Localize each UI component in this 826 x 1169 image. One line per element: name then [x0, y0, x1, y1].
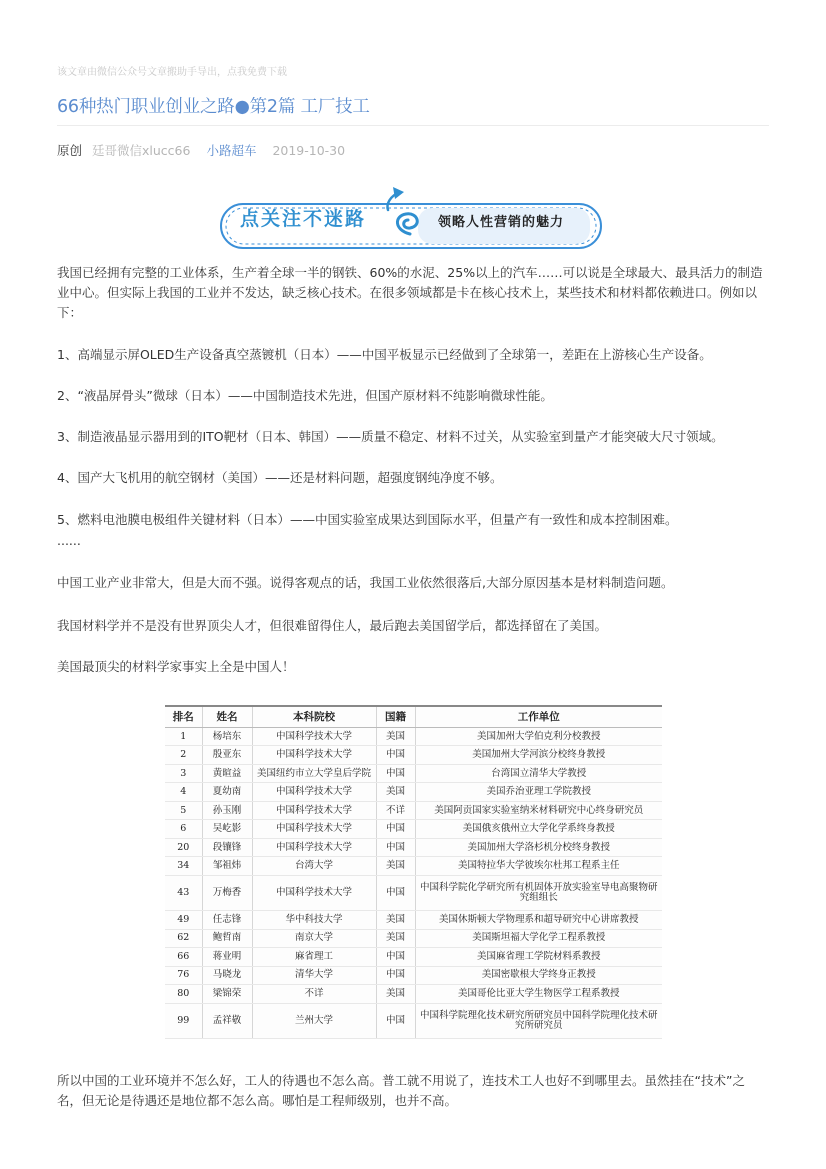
table-row	[165, 966, 662, 984]
header-workplace: 工作单位	[415, 706, 662, 728]
cell-rank: 49	[165, 911, 202, 929]
cell-name: 万梅香	[202, 875, 252, 910]
cell-workplace: 美国斯坦福大学化学工程系教授	[415, 929, 662, 947]
cell-name: 任志锋	[202, 911, 252, 929]
paragraph-talent: 我国材料学并不是没有世界顶尖人才，但很难留得住人，最后跑去美国留学后，都选择留在了美国。	[57, 618, 608, 633]
cell-college: 中国科学技术大学	[252, 820, 376, 838]
cell-nationality: 美国	[376, 783, 415, 801]
paragraph-us-scientists: 美国最顶尖的材料学家事实上全是中国人！	[57, 659, 295, 674]
list-item-5: 5、燃料电池膜电极组件关键材料（日本）——中国实验室成果达到国际水平，但量产有一致性和成本控制困难。	[57, 512, 678, 527]
cell-workplace: 美国特拉华大学彼埃尔杜邦工程系主任	[415, 857, 662, 875]
cell-name: 孟祥敬	[202, 1003, 252, 1038]
title-divider	[57, 125, 769, 126]
cell-workplace: 美国哥伦比亚大学生物医学工程系教授	[415, 985, 662, 1003]
cell-workplace: 美国加州大学洛杉机分校终身教授	[415, 838, 662, 856]
cell-rank: 66	[165, 948, 202, 966]
cell-name: 夏幼南	[202, 783, 252, 801]
cell-college: 不详	[252, 985, 376, 1003]
cell-nationality: 中国	[376, 746, 415, 764]
table-row	[165, 783, 662, 801]
cell-nationality: 美国	[376, 728, 415, 746]
cell-nationality: 中国	[376, 820, 415, 838]
cell-name: 蒋业明	[202, 948, 252, 966]
header-nationality: 国籍	[376, 706, 415, 728]
table-row	[165, 911, 662, 929]
cell-rank: 43	[165, 875, 202, 910]
banner-follow-text: 点关注不迷路	[240, 208, 367, 230]
cell-college: 中国科学技术大学	[252, 838, 376, 856]
export-notice[interactable]: 该文章由微信公众号文章搬助手导出，点我免费下载	[57, 67, 287, 78]
cell-college: 麻省理工	[252, 948, 376, 966]
cell-nationality: 美国	[376, 985, 415, 1003]
cell-workplace: 美国加州大学伯克利分校教授	[415, 728, 662, 746]
table-row	[165, 948, 662, 966]
intro-paragraph: 我国已经拥有完整的工业体系，生产着全球一半的钢铁、60%的水泥、25%以上的汽车……可以说是全球最大、最具活力的制造业中心。但实际上我国的工业并不发达，缺乏核心技术。在很多领域都是卡在核心技术上，某些技术和材料都依赖进口。例如以下：	[57, 265, 763, 320]
cell-college: 中国科学技术大学	[252, 783, 376, 801]
scientist-ranking-table	[165, 705, 662, 1039]
list-item-2: 2、“液晶屏骨头”微球（日本）——中国制造技术先进，但国产原材料不纯影响微球性能。	[57, 388, 553, 403]
cell-name: 马晓龙	[202, 966, 252, 984]
table-row	[165, 985, 662, 1003]
cell-nationality: 中国	[376, 966, 415, 984]
table-row	[165, 820, 662, 838]
cell-college: 中国科学技术大学	[252, 746, 376, 764]
paragraph-conclusion: 所以中国的工业环境并不怎么好，工人的待遇也不怎么高。普工就不用说了，连技术工人也好不到哪里去。虽然挂在“技术”之名，但无论是待遇还是地位都不怎么高。哪怕是工程师级别，也并不高。	[57, 1073, 745, 1108]
cell-workplace: 美国俄亥俄州立大学化学系终身教授	[415, 820, 662, 838]
cell-nationality: 不详	[376, 801, 415, 819]
table-row	[165, 838, 662, 856]
cell-rank: 20	[165, 838, 202, 856]
cell-workplace: 美国阿贡国家实验室纳米材料研究中心终身研究员	[415, 801, 662, 819]
cell-workplace: 美国休斯顿大学物理系和超导研究中心讲席教授	[415, 911, 662, 929]
table-row	[165, 746, 662, 764]
cell-name: 邹祖炜	[202, 857, 252, 875]
cell-college: 美国纽约市立大学皇后学院	[252, 764, 376, 782]
cell-name: 吴屹影	[202, 820, 252, 838]
cell-nationality: 中国	[376, 838, 415, 856]
cell-rank: 76	[165, 966, 202, 984]
cell-college: 台湾大学	[252, 857, 376, 875]
header-name: 姓名	[202, 706, 252, 728]
cell-college: 清华大学	[252, 966, 376, 984]
cell-nationality: 中国	[376, 875, 415, 910]
cell-nationality: 中国	[376, 948, 415, 966]
cell-workplace: 美国麻省理工学院材料系教授	[415, 948, 662, 966]
cell-college: 兰州大学	[252, 1003, 376, 1038]
account-link[interactable]: 小路超车	[206, 143, 257, 158]
table-header-row	[165, 706, 662, 728]
cell-rank: 62	[165, 929, 202, 947]
cell-name: 杨培东	[202, 728, 252, 746]
cell-rank: 2	[165, 746, 202, 764]
table-row	[165, 875, 662, 910]
table-row	[165, 929, 662, 947]
list-ellipsis: ......	[57, 533, 81, 548]
cell-rank: 80	[165, 985, 202, 1003]
follow-banner[interactable]	[218, 186, 604, 252]
publish-date: 2019-10-30	[272, 143, 346, 158]
cell-rank: 6	[165, 820, 202, 838]
cell-workplace: 中国科学院理化技术研究所研究员中国科学院理化技术研究所研究员	[415, 1003, 662, 1038]
cell-college: 华中科技大学	[252, 911, 376, 929]
cell-nationality: 美国	[376, 911, 415, 929]
cell-workplace: 美国密歇根大学终身正教授	[415, 966, 662, 984]
cell-rank: 1	[165, 728, 202, 746]
header-college: 本科院校	[252, 706, 376, 728]
banner-slogan-text: 领略人性营销的魅力	[438, 215, 565, 230]
cell-college: 南京大学	[252, 929, 376, 947]
cell-college: 中国科学技术大学	[252, 875, 376, 910]
cell-rank: 34	[165, 857, 202, 875]
cell-nationality: 美国	[376, 857, 415, 875]
article-meta	[57, 141, 345, 159]
paragraph-industry: 中国工业产业非常大，但是大而不强。说得客观点的话，我国工业依然很落后,大部分原因基本是材料制造问题。	[57, 575, 674, 590]
cell-nationality: 美国	[376, 929, 415, 947]
header-rank: 排名	[165, 706, 202, 728]
cell-name: 梁锦荣	[202, 985, 252, 1003]
cell-workplace: 中国科学院化学研究所有机固体开放实验室导电高聚物研究组组长	[415, 875, 662, 910]
cell-rank: 5	[165, 801, 202, 819]
cell-workplace: 台湾国立清华大学教授	[415, 764, 662, 782]
cell-rank: 4	[165, 783, 202, 801]
list-item-3: 3、制造液晶显示器用到的ITO靶材（日本、韩国）——质量不稳定、材料不过关，从实验室到量产才能突破大尺寸领域。	[57, 429, 724, 444]
cell-workplace: 美国乔治亚理工学院教授	[415, 783, 662, 801]
cell-name: 黄暄益	[202, 764, 252, 782]
table-row	[165, 857, 662, 875]
cell-college: 中国科学技术大学	[252, 801, 376, 819]
original-label: 原创	[57, 143, 83, 158]
author-name: 廷哥微信xlucc66	[92, 143, 191, 158]
list-item-4: 4、国产大飞机用的航空钢材（美国）——还是材料问题，超强度钢纯净度不够。	[57, 470, 503, 485]
table-row	[165, 801, 662, 819]
cell-name: 孙玉刚	[202, 801, 252, 819]
cell-college: 中国科学技术大学	[252, 728, 376, 746]
cell-name: 鲍哲南	[202, 929, 252, 947]
article-title: 66种热门职业创业之路●第2篇 工厂技工	[57, 97, 370, 117]
table-row	[165, 728, 662, 746]
cell-rank: 99	[165, 1003, 202, 1038]
cell-name: 殷亚东	[202, 746, 252, 764]
cell-rank: 3	[165, 764, 202, 782]
table-row	[165, 764, 662, 782]
table-row	[165, 1003, 662, 1038]
list-item-1: 1、高端显示屏OLED生产设备真空蒸镀机（日本）——中国平板显示已经做到了全球第一，差距在上游核心生产设备。	[57, 347, 712, 362]
cell-name: 段镶锋	[202, 838, 252, 856]
cell-nationality: 中国	[376, 764, 415, 782]
cell-workplace: 美国加州大学河滨分校终身教授	[415, 746, 662, 764]
cell-nationality: 中国	[376, 1003, 415, 1038]
